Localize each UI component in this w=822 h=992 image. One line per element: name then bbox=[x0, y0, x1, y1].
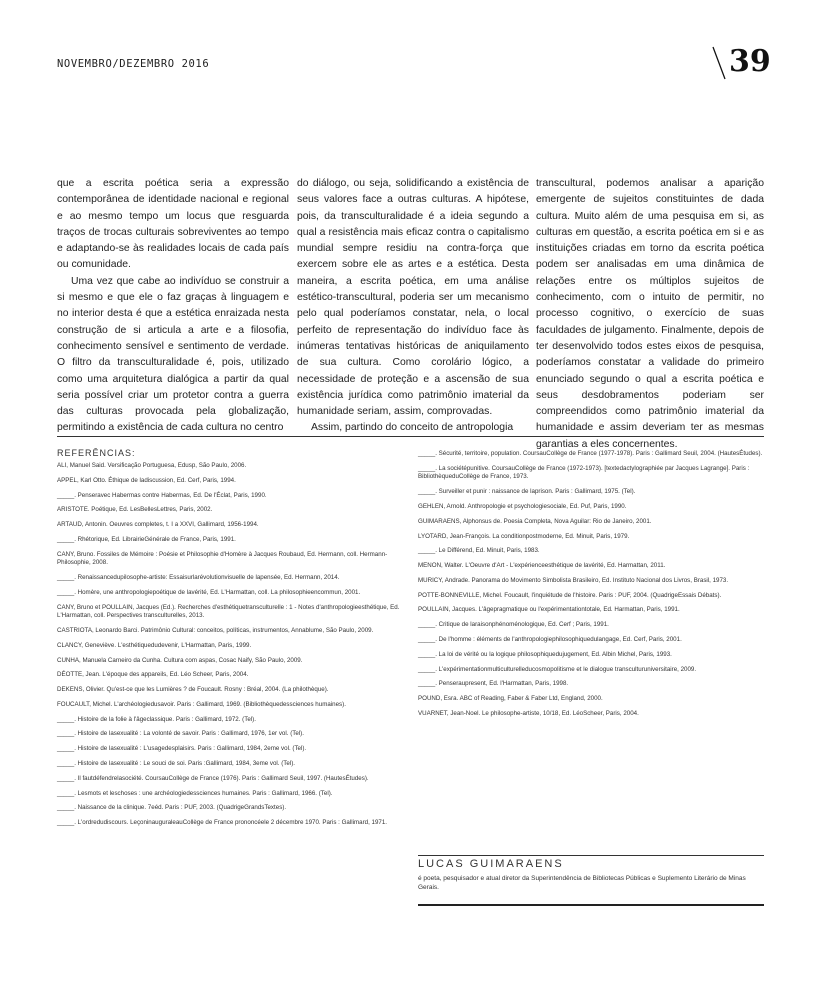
reference-entry: _____. Histoire de lasexualité : La volonté de savoir. Paris : Gallimard, 1976, 1er vol. (Tel). bbox=[57, 730, 304, 738]
paragraph: Assim, partindo do conceito de antropologia bbox=[311, 422, 514, 434]
reference-entry: _____. Naissance de la clinique. 7eéd. Paris : PUF, 2003. (QuadrigeGrandsTextes). bbox=[57, 804, 287, 812]
reference-entry: _____. La sociétépunitive. CoursauCollège de France (1972-1973). [textedactylographiée par Jacques Lagrange]. Paris : BibliothèqueduCollège de France, 1973. bbox=[418, 464, 750, 481]
reference-entry: _____. L'ordredudiscours. LeçoninauguraleauCollège de France prononcéele 2 décembre 1970. Paris : Gallimard, 1971. bbox=[57, 819, 388, 827]
reference-entry: POTTE-BONNEVILLE, Michel. Foucault, l'inquiétude de l'histoire. Paris : PUF, 2004. (QuadrigeEssais Débats). bbox=[418, 591, 722, 599]
reference-entry: CUNHA, Manuela Carneiro da Cunha. Cultura com aspas, Cosac Naify, São Paulo, 2009. bbox=[57, 656, 303, 664]
reference-entry: VUARNET, Jean-Noel. Le philosophe-artiste, 10/18, Ed. LéoScheer, Paris, 2004. bbox=[418, 709, 639, 717]
body-column-2 bbox=[297, 176, 529, 437]
reference-entry: _____. La loi de vérité ou la logique philosophiquedujugement, Ed. Albin Michel, Paris, 1993. bbox=[418, 650, 672, 658]
author-divider bbox=[418, 855, 764, 856]
reference-entry: _____. Sécurité, territoire, population. CoursauCollège de France (1977-1978). Paris : Gallimard Seuil, 2004. (HautesÉtudes). bbox=[418, 450, 763, 457]
reference-entry: APPEL, Karl Otto. Éthique de ladiscussion, Ed. Cerf, Paris, 1994. bbox=[57, 476, 236, 484]
reference-entry: _____. Il fautdéfendrelasociété. CoursauCollège de France (1976). Paris : Gallimard Seuil, 1997. (HautesÉtudes). bbox=[57, 774, 369, 782]
reference-entry: _____. Histoire de la folie à l'âgeclassique. Paris : Gallimard, 1972. (Tel). bbox=[57, 715, 256, 723]
page-number: 39 bbox=[729, 44, 771, 79]
reference-entry: CANY, Bruno et POULLAIN, Jacques (Ed.). Recherches d'esthétiquetransculturelle : 1 - Notes d'anthropologieesthétique, Ed. L'Harmattan, coll. Perspectives transculturelles, 2013. bbox=[57, 603, 400, 620]
reference-entry: _____. De l'homme : éléments de l'anthropologiephilosophiquedulangage, Ed. Cerf, Paris, 2001. bbox=[418, 635, 682, 643]
reference-entry: _____. Penseravec Habermas contre Habermas, Ed. De l'Éclat, Paris, 1990. bbox=[57, 491, 267, 499]
reference-entry: _____. Homère, une anthropologiepoétique de lavérité, Ed. L'Harmattan, coll. La philosophieencommun, 2001. bbox=[57, 588, 361, 596]
reference-entry: _____. Rhétorique, Ed. LibrairieGénérale de France, Paris, 1991. bbox=[57, 535, 236, 543]
reference-entry: _____. L'expérimentationmulticulturelleducosmopolitisme et le dialogue transculturuniversitaire, 2009. bbox=[418, 665, 697, 673]
reference-entry: _____. Histoire de lasexualité : Le souci de soi. Paris :Gallimard, 1984, 3eme vol. (Tel). bbox=[57, 760, 295, 768]
body-column-1 bbox=[57, 176, 289, 437]
reference-entry: _____. Surveiller et punir : naissance de laprison. Paris : Gallimard, 1975. (Tel). bbox=[418, 488, 636, 496]
reference-entry: MURICY, Andrade. Panorama do Movimento Simbolista Brasileiro, Ed. Instituto Nacional dos Livros, Brasil, 1973. bbox=[418, 576, 729, 584]
author-bottom-rule bbox=[418, 904, 764, 906]
reference-entry: _____. Renaissancedupilosophe-artiste: Essaisurlarévolutionvisuelle de lapensée, Ed. Hermann, 2014. bbox=[57, 574, 340, 582]
reference-entry: _____. Lesmots et leschoses : une archéologiedessciences humaines. Paris : Gallimard, 1966. (Tel). bbox=[57, 789, 333, 797]
reference-entry: ARISTOTE. Poétique, Ed. LesBellesLettres, Paris, 2002. bbox=[57, 506, 213, 514]
section-divider bbox=[57, 436, 764, 437]
paragraph: transcultural, podemos analisar a aparição emergente de sujeitos constituintes de dada cultura. Muito além de uma pesquisa em si, as culturas em questão, a escrita poética em si e as instituições criadas em torno da escrita poética podem ser analisadas em uma dinâmica de relações entre os múltiplos sujeitos de conhecimento, com o intuito de permitir, no processo cognitivo, o exercício de suas faculdades de julgamento. Finalmente, depois de ter desenvolvido todos estes eixos de pesquisa, poderíamos constatar a validade do primeiro enunciado segundo o qual a escrita poética e seus desdobramentos poderiam ser compreendidos como patrimônio imaterial da humanidade e assim deveriam ter as mesmas garantias a eles concernentes. bbox=[536, 178, 764, 450]
references-left-column bbox=[57, 462, 405, 834]
reference-entry: _____. Critique de laraisonphénoménologique, Ed. Cerf ; Paris, 1991. bbox=[418, 621, 609, 629]
reference-entry: FOUCAULT, Michel. L'archéologiedusavoir. Paris : Gallimard, 1969. (Bibliothèquedessciences humaines). bbox=[57, 700, 346, 708]
page-divider-slash bbox=[712, 46, 726, 80]
reference-entry: LYOTARD, Jean-François. La conditionpostmoderne, Ed. Minuit, Paris, 1979. bbox=[418, 532, 630, 540]
reference-entry: POULLAIN, Jacques. L'âgepragmatique ou l'expérimentationtotale, Ed. Harmattan, Paris, 1991. bbox=[418, 606, 680, 614]
paragraph: que a escrita poética seria a expressão contemporânea de identidade nacional e regional e ao mesmo tempo um locus que resguarda traços de trocas culturais sobreviventes ao tempo e adaptando-se às realidades locais de cada país ou comunidade. bbox=[57, 178, 289, 271]
reference-entry: POUND, Esra. ABC of Reading, Faber & Faber Ltd, England, 2000. bbox=[418, 695, 603, 703]
reference-entry: ARTAUD, Antonin. Oeuvres completes, t. I a XXVI, Gallimard, 1956-1994. bbox=[57, 521, 259, 529]
references-right-column bbox=[418, 450, 764, 725]
reference-entry: _____. Histoire de lasexualité : L'usagedesplaisirs. Paris : Gallimard, 1984, 2eme vol. (Tel). bbox=[57, 745, 307, 753]
reference-entry: DÉOTTE, Jean. L'époque des appareils, Ed. Léo Scheer, Paris, 2004. bbox=[57, 671, 249, 679]
reference-entry: MENON, Walter. L'Oeuvre d'Art - L'expérienceesthétique de lavérité, Ed. Harmattan, 2011. bbox=[418, 562, 666, 570]
reference-entry: CANY, Bruno. Fossiles de Mémoire : Poésie et Philosophie d'Homère à Jacques Roubaud, Ed. Hermann, coll. Hermann-Philosophie, 2008. bbox=[57, 550, 388, 567]
paragraph: Uma vez que cabe ao indivíduo se construir a si mesmo e que ele o faz graças à linguagem e no interior desta é que a estética enraizada nesta construção de si articula a arte e a filosofia, conhecimento sensível e sentimento de verdade. O filtro da transculturalidade é, pois, utilizado como uma arquitetura dialógica a partir da qual seria possível criar um protetor contra a guerra das culturas provocada pela globalização, permitindo a existência de cada cultura no centro bbox=[57, 275, 289, 434]
reference-entry: CLANCY, Geneviève. L'esthétiquedudevenir, L'Harmattan, Paris, 1999. bbox=[57, 641, 252, 649]
issue-date: NOVEMBRO/DEZEMBRO 2016 bbox=[57, 58, 210, 70]
reference-entry: GUIMARAENS, Alphonsus de. Poesia Completa, Nova Aguilar: Rio de Janeiro, 2001. bbox=[418, 517, 652, 525]
reference-entry: ALI, Manuel Said. Versificação Portuguesa, Edusp, São Paulo, 2006. bbox=[57, 462, 247, 469]
reference-entry: GEHLEN, Arnold. Anthropologie et psychologiesociale, Ed. Puf, Paris, 1990. bbox=[418, 502, 627, 510]
author-bio: é poeta, pesquisador e atual diretor da Superintendência de Bibliotecas Públicas e Suplemento Literário de Minas Gerais. bbox=[418, 875, 746, 891]
paragraph: do diálogo, ou seja, solidificando a existência de seus valores face a outras culturas. A hipótese, pois, da transculturalidade é a ideia segundo a qual a resistência mais eficaz contra o capitalismo mundial sempre residiu na contra-força que exercem sobre ele as artes e a estética. Desta maneira, a escrita poética, em uma análise estético-transcultural, poderia ser um mecanismo pelo qual poderíamos constatar, nela, o local perfeito de representação do indivíduo face às inúmeras tentativas históricas de aniquilamento de sua cultura. Como corolário lógico, a necessidade de proteção e a ascensão de sua existência jurídica como patrimônio imaterial da humanidade seriam, assim, comprovadas. bbox=[297, 178, 529, 418]
reference-entry: DEKENS, Olivier. Qu'est-ce que les Lumières ? de Foucault. Rosny : Bréal, 2004. (La philothèque). bbox=[57, 686, 329, 694]
reference-entry: _____. Penseraupresent, Ed. l'Harmattan, Paris, 1998. bbox=[418, 680, 569, 688]
author-name: LUCAS GUIMARAENS bbox=[418, 858, 564, 870]
reference-entry: _____. Le Différend, Ed. Minuit, Paris, 1983. bbox=[418, 547, 540, 555]
reference-entry: CASTRIOTA, Leonardo Barci. Patrimônio Cultural: conceitos, políticas, instrumentos, Annablume, São Paulo, 2009. bbox=[57, 627, 374, 634]
references-title: REFERÊNCIAS: bbox=[57, 448, 136, 458]
body-column-3 bbox=[536, 176, 764, 453]
